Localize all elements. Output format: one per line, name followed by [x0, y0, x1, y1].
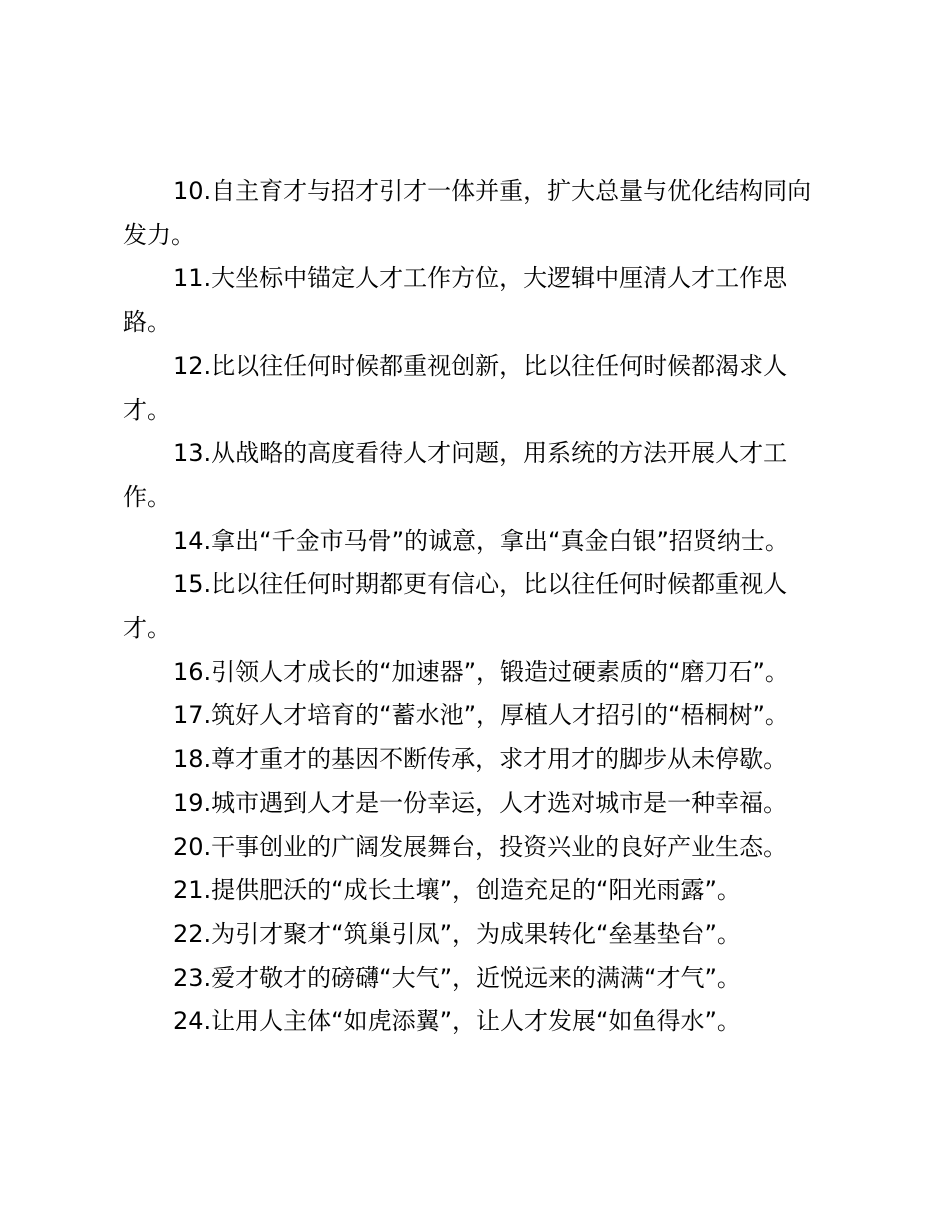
paragraph-15: 15.比以往任何时期都更有信心，比以往任何时候都重视人才。 — [123, 570, 788, 643]
paragraph-19: 19.城市遇到人才是一份幸运，人才选对城市是一种幸福。 — [173, 788, 788, 817]
paragraph-16: 16.引领人才成长的“加速器”，锻造过硬素质的“磨刀石”。 — [173, 657, 789, 686]
paragraph-12: 12.比以往任何时候都重视创新，比以往任何时候都渴求人才。 — [123, 351, 788, 424]
document-body — [123, 170, 835, 1044]
paragraph-10: 10.自主育才与招才引才一体并重，扩大总量与优化结构同向发力。 — [123, 177, 812, 249]
paragraph-11: 11.大坐标中锚定人才工作方位，大逻辑中厘清人才工作思路。 — [123, 264, 788, 337]
paragraph-20: 20.干事创业的广阔发展舞台，投资兴业的良好产业生态。 — [173, 832, 788, 861]
paragraph-17: 17.筑好人才培育的“蓄水池”，厚植人才招引的“梧桐树”。 — [173, 701, 789, 730]
paragraph-14: 14.拿出“千金市马骨”的诚意，拿出“真金白银”招贤纳士。 — [173, 526, 789, 555]
paragraph-13: 13.从战略的高度看待人才问题，用系统的方法开展人才工作。 — [123, 439, 788, 511]
paragraph-22: 22.为引才聚才“筑巢引凤”，为成果转化“垒基垫台”。 — [173, 919, 741, 948]
paragraph-23: 23.爱才敬才的磅礴“大气”，近悦远来的满满“才气”。 — [173, 963, 741, 992]
paragraph-21: 21.提供肥沃的“成长土壤”，创造充足的“阳光雨露”。 — [173, 876, 741, 905]
paragraph-24: 24.让用人主体“如虎添翼”，让人才发展“如鱼得水”。 — [173, 1007, 741, 1036]
paragraph-18: 18.尊才重才的基因不断传承，求才用才的脚步从未停歇。 — [173, 745, 788, 774]
